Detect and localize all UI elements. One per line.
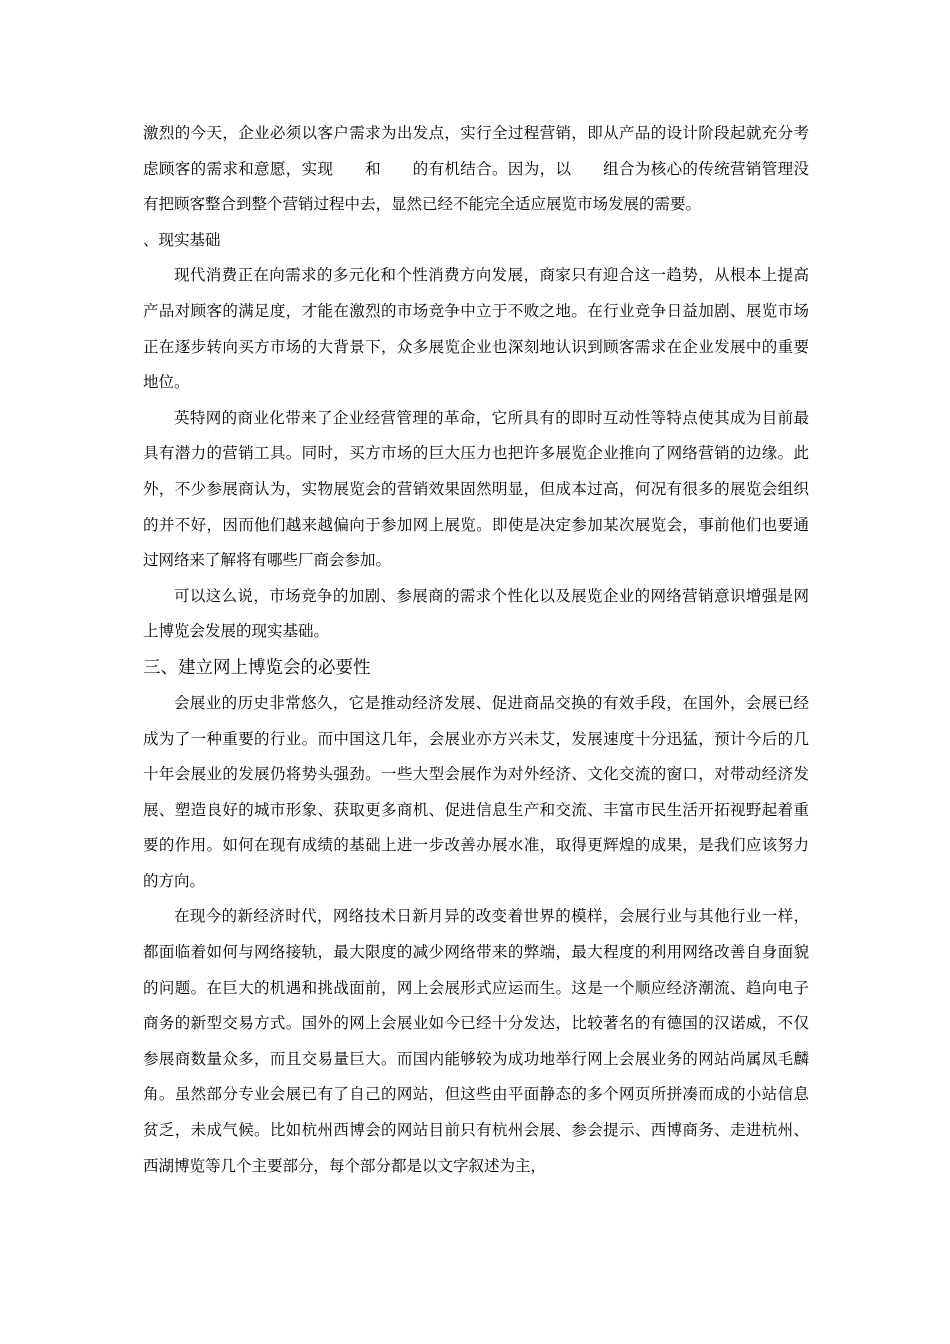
- paragraph-summary-basis: 可以这么说，市场竞争的加剧、参展商的需求个性化以及展览企业的网络营销意识增强是网上博览会发展的现实基础。: [143, 586, 809, 641]
- document-body: [143, 116, 809, 1184]
- section-heading-necessity: 三、建立网上博览会的必要性: [143, 657, 371, 678]
- paragraph-consumer-demand: 现代消费正在向需求的多元化和个性消费方向发展，商家只有迎合这一趋势，从根本上提高产品对顾客的满足度，才能在激烈的市场竞争中立于不败之地。在行业竞争日益加剧、展览市场正在逐步转向买方市场的大背景下，众多展览企业也深刻地认识到顾客需求在企业发展中的重要地位。: [143, 266, 809, 392]
- paragraph-exhibition-history: 会展业的历史非常悠久，它是推动经济发展、促进商品交换的有效手段，在国外，会展已经成为了一种重要的行业。而中国这几年，会展业亦方兴未艾，发展速度十分迅猛，预计今后的几十年会展业的发展仍将势头强劲。一些大型会展作为对外经济、文化交流的窗口，对带动经济发展、塑造良好的城市形象、获取更多商机、促进信息生产和交流、丰富市民生活开拓视野起着重要的作用。如何在现有成绩的基础上进一步改善办展水准，取得更辉煌的成果，是我们应该努力的方向。: [143, 693, 809, 890]
- paragraph-internet-commerce: 英特网的商业化带来了企业经营管理的革命，它所具有的即时互动性等特点使其成为目前最具有潜力的营销工具。同时，买方市场的巨大压力也把许多展览企业推向了网络营销的边缘。此外，不少参展商认为，实物展览会的营销效果固然明显，但成本过高，何况有很多的展览会组织的并不好，因而他们越来越偏向于参加网上展览。即使是决定参加某次展览会，事前他们也要通过网络来了解将有哪些厂商会参加。: [143, 408, 809, 570]
- subsection-heading-reality-basis: 、现实基础: [143, 230, 221, 249]
- paragraph-new-economy: 在现今的新经济时代，网络技术日新月异的改变着世界的模样，会展行业与其他行业一样，都面临着如何与网络接轨，最大限度的减少网络带来的弊端，最大程度的利用网络改善自身面貌的问题。在巨大的机遇和挑战面前，网上会展形式应运而生。这是一个顺应经济潮流、趋向电子商务的新型交易方式。国外的网上会展业如今已经十分发达，比较著名的有德国的汉诺威，不仅参展商数量众多，而且交易量巨大。而国内能够较为成功地举行网上会展业务的网站尚属凤毛麟角。虽然部分专业会展已有了自己的网站，但这些由平面静态的多个网页所拼凑而成的小站信息贫乏，未成气候。比如杭州西博会的网站目前只有杭州会展、参会提示、西博商务、走进杭州、西湖博览等几个主要部分，每个部分都是以文字叙述为主，: [143, 907, 809, 1175]
- paragraph-marketing-needs: 激烈的今天，企业必须以客户需求为出发点，实行全过程营销，即从产品的设计阶段起就充分考虑顾客的需求和意愿，实现 和 的有机结合。因为，以 组合为核心的传统营销管理没有把顾客整合到整个营销过程中去，显然已经不能完全适应展览市场发展的需要。: [143, 124, 809, 214]
